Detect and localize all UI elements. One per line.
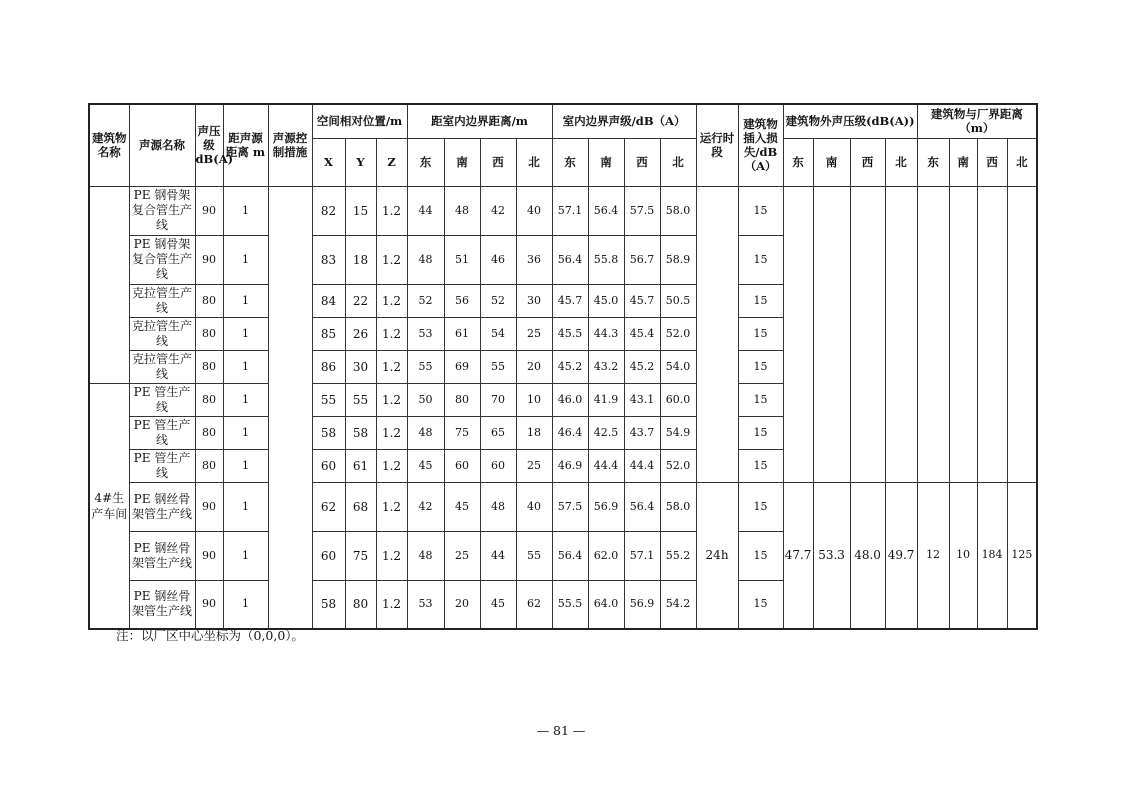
value-cell-dw: 52: [480, 284, 516, 317]
value-cell-dw: 70: [480, 383, 516, 416]
header-indoor-distance: 距室内边界距离/m: [407, 104, 552, 138]
value-cell-de: 50: [407, 383, 444, 416]
source-name-cell: 克拉管生产线: [129, 350, 195, 383]
value-cell-ls: 56.9: [588, 482, 624, 531]
header-insertion: 建筑物插入损失/dB（A）: [738, 104, 783, 186]
value-cell-y: 80: [345, 580, 376, 629]
header-boundary-north: 北: [1007, 138, 1037, 186]
value-cell-y: 68: [345, 482, 376, 531]
value-cell-lw: 45.7: [624, 284, 660, 317]
source-name-cell: 克拉管生产线: [129, 317, 195, 350]
value-cell-dn: 20: [516, 350, 552, 383]
distance-cell: 1: [223, 531, 268, 580]
distance-cell: 1: [223, 383, 268, 416]
value-cell-lw: 57.5: [624, 186, 660, 235]
insertion-loss-cell: 15: [738, 580, 783, 629]
boundary-distance-north: 125: [1007, 482, 1037, 629]
value-cell-z: 1.2: [376, 580, 407, 629]
sound-level-cell: 90: [195, 580, 223, 629]
value-cell-z: 1.2: [376, 531, 407, 580]
source-name-cell: PE 钢骨架复合管生产线: [129, 235, 195, 284]
building-name-cell: 4#生产车间: [89, 383, 129, 629]
value-cell-z: 1.2: [376, 186, 407, 235]
outdoor-empty-north: [885, 186, 917, 482]
value-cell-lw: 43.1: [624, 383, 660, 416]
value-cell-z: 1.2: [376, 235, 407, 284]
value-cell-dn: 55: [516, 531, 552, 580]
value-cell-z: 1.2: [376, 383, 407, 416]
value-cell-ln: 58.9: [660, 235, 696, 284]
header-building: 建筑物名称: [89, 104, 129, 186]
value-cell-ds: 75: [444, 416, 480, 449]
value-cell-le: 57.5: [552, 482, 588, 531]
value-cell-x: 83: [312, 235, 345, 284]
sound-level-cell: 80: [195, 284, 223, 317]
period-cell-empty: [696, 186, 738, 482]
insertion-loss-cell: 15: [738, 186, 783, 235]
header-level-south: 南: [588, 138, 624, 186]
header-y: Y: [345, 138, 376, 186]
value-cell-y: 61: [345, 449, 376, 482]
insertion-loss-cell: 15: [738, 383, 783, 416]
header-dist-west: 西: [480, 138, 516, 186]
value-cell-lw: 56.4: [624, 482, 660, 531]
outdoor-level-west: 48.0: [850, 482, 885, 629]
header-control: 声源控制措施: [268, 104, 312, 186]
header-level-east: 东: [552, 138, 588, 186]
value-cell-ds: 61: [444, 317, 480, 350]
source-name-cell: PE 钢丝骨架管生产线: [129, 580, 195, 629]
value-cell-dn: 40: [516, 482, 552, 531]
value-cell-dw: 65: [480, 416, 516, 449]
value-cell-ln: 58.0: [660, 482, 696, 531]
boundary-distance-south: 10: [949, 482, 977, 629]
value-cell-y: 26: [345, 317, 376, 350]
value-cell-ds: 69: [444, 350, 480, 383]
value-cell-z: 1.2: [376, 482, 407, 531]
insertion-loss-cell: 15: [738, 317, 783, 350]
value-cell-ds: 60: [444, 449, 480, 482]
value-cell-ls: 42.5: [588, 416, 624, 449]
source-name-cell: 克拉管生产线: [129, 284, 195, 317]
outdoor-empty-east: [783, 186, 813, 482]
source-name-cell: PE 管生产线: [129, 449, 195, 482]
value-cell-le: 45.5: [552, 317, 588, 350]
value-cell-ls: 62.0: [588, 531, 624, 580]
value-cell-ls: 43.2: [588, 350, 624, 383]
value-cell-y: 58: [345, 416, 376, 449]
value-cell-x: 58: [312, 416, 345, 449]
header-position: 空间相对位置/m: [312, 104, 407, 138]
value-cell-ds: 20: [444, 580, 480, 629]
value-cell-ln: 54.9: [660, 416, 696, 449]
value-cell-ls: 45.0: [588, 284, 624, 317]
source-name-cell: PE 管生产线: [129, 416, 195, 449]
value-cell-z: 1.2: [376, 449, 407, 482]
value-cell-dn: 25: [516, 449, 552, 482]
value-cell-dn: 18: [516, 416, 552, 449]
distance-cell: 1: [223, 449, 268, 482]
value-cell-y: 75: [345, 531, 376, 580]
value-cell-ln: 58.0: [660, 186, 696, 235]
outdoor-empty-west: [850, 186, 885, 482]
source-name-cell: PE 管生产线: [129, 383, 195, 416]
source-name-cell: PE 钢骨架复合管生产线: [129, 186, 195, 235]
value-cell-le: 46.9: [552, 449, 588, 482]
header-outdoor-east: 东: [783, 138, 813, 186]
value-cell-ls: 44.4: [588, 449, 624, 482]
value-cell-ds: 51: [444, 235, 480, 284]
table-row: [89, 482, 1037, 531]
distance-cell: 1: [223, 482, 268, 531]
value-cell-ds: 56: [444, 284, 480, 317]
sound-level-cell: 80: [195, 350, 223, 383]
distance-cell: 1: [223, 317, 268, 350]
header-boundary-south: 南: [949, 138, 977, 186]
value-cell-le: 55.5: [552, 580, 588, 629]
value-cell-y: 22: [345, 284, 376, 317]
outdoor-empty-south: [813, 186, 850, 482]
value-cell-de: 44: [407, 186, 444, 235]
table-row: [89, 186, 1037, 235]
boundary-distance-west: 184: [977, 482, 1007, 629]
value-cell-x: 55: [312, 383, 345, 416]
header-boundary-east: 东: [917, 138, 949, 186]
value-cell-z: 1.2: [376, 317, 407, 350]
table-body: [89, 186, 1037, 629]
insertion-loss-cell: 15: [738, 449, 783, 482]
sound-level-cell: 80: [195, 383, 223, 416]
value-cell-dw: 46: [480, 235, 516, 284]
value-cell-ds: 45: [444, 482, 480, 531]
distance-cell: 1: [223, 416, 268, 449]
value-cell-ls: 56.4: [588, 186, 624, 235]
value-cell-x: 60: [312, 531, 345, 580]
value-cell-dn: 30: [516, 284, 552, 317]
value-cell-y: 55: [345, 383, 376, 416]
header-level: 声压级dB(A): [195, 104, 223, 186]
value-cell-de: 42: [407, 482, 444, 531]
value-cell-dw: 45: [480, 580, 516, 629]
value-cell-dn: 40: [516, 186, 552, 235]
value-cell-ln: 60.0: [660, 383, 696, 416]
value-cell-dw: 60: [480, 449, 516, 482]
distance-cell: 1: [223, 284, 268, 317]
footnote: 注：以厂区中心坐标为（0,0,0）。: [116, 628, 305, 643]
value-cell-ds: 48: [444, 186, 480, 235]
header-outdoor-west: 西: [850, 138, 885, 186]
distance-cell: 1: [223, 350, 268, 383]
value-cell-y: 15: [345, 186, 376, 235]
distance-cell: 1: [223, 235, 268, 284]
source-name-cell: PE 钢丝骨架管生产线: [129, 531, 195, 580]
value-cell-x: 60: [312, 449, 345, 482]
value-cell-x: 62: [312, 482, 345, 531]
header-period: 运行时段: [696, 104, 738, 186]
header-outdoor-south: 南: [813, 138, 850, 186]
sound-level-cell: 80: [195, 449, 223, 482]
value-cell-dw: 42: [480, 186, 516, 235]
value-cell-x: 86: [312, 350, 345, 383]
value-cell-ln: 54.2: [660, 580, 696, 629]
value-cell-de: 48: [407, 531, 444, 580]
value-cell-dw: 48: [480, 482, 516, 531]
value-cell-dw: 55: [480, 350, 516, 383]
value-cell-lw: 45.4: [624, 317, 660, 350]
value-cell-ln: 55.2: [660, 531, 696, 580]
value-cell-dw: 54: [480, 317, 516, 350]
sound-level-cell: 80: [195, 416, 223, 449]
value-cell-de: 48: [407, 416, 444, 449]
header-distance: 距声源距离 m: [223, 104, 268, 186]
noise-source-table: [88, 103, 1038, 630]
value-cell-z: 1.2: [376, 284, 407, 317]
header-level-west: 西: [624, 138, 660, 186]
value-cell-x: 58: [312, 580, 345, 629]
header-outdoor-level: 建筑物外声压级(dB(A)): [783, 104, 917, 138]
value-cell-ds: 25: [444, 531, 480, 580]
value-cell-z: 1.2: [376, 416, 407, 449]
value-cell-le: 45.2: [552, 350, 588, 383]
value-cell-le: 46.4: [552, 416, 588, 449]
header-indoor-level: 室内边界声级/dB（A）: [552, 104, 696, 138]
distance-cell: 1: [223, 580, 268, 629]
value-cell-le: 45.7: [552, 284, 588, 317]
boundary-empty-west: [977, 186, 1007, 482]
header-dist-north: 北: [516, 138, 552, 186]
value-cell-le: 56.4: [552, 235, 588, 284]
value-cell-ls: 55.8: [588, 235, 624, 284]
value-cell-de: 55: [407, 350, 444, 383]
control-measure-cell: [268, 186, 312, 629]
value-cell-dn: 10: [516, 383, 552, 416]
value-cell-lw: 45.2: [624, 350, 660, 383]
insertion-loss-cell: 15: [738, 531, 783, 580]
value-cell-le: 57.1: [552, 186, 588, 235]
value-cell-de: 48: [407, 235, 444, 284]
header-x: X: [312, 138, 345, 186]
insertion-loss-cell: 15: [738, 350, 783, 383]
value-cell-ls: 64.0: [588, 580, 624, 629]
value-cell-ds: 80: [444, 383, 480, 416]
distance-cell: 1: [223, 186, 268, 235]
value-cell-dn: 36: [516, 235, 552, 284]
outdoor-level-east: 47.7: [783, 482, 813, 629]
insertion-loss-cell: 15: [738, 235, 783, 284]
header-z: Z: [376, 138, 407, 186]
outdoor-level-south: 53.3: [813, 482, 850, 629]
insertion-loss-cell: 15: [738, 416, 783, 449]
value-cell-lw: 56.9: [624, 580, 660, 629]
value-cell-x: 82: [312, 186, 345, 235]
sound-level-cell: 90: [195, 482, 223, 531]
header-boundary-west: 西: [977, 138, 1007, 186]
header-dist-south: 南: [444, 138, 480, 186]
header-source: 声源名称: [129, 104, 195, 186]
period-cell: 24h: [696, 482, 738, 629]
value-cell-le: 56.4: [552, 531, 588, 580]
sound-level-cell: 90: [195, 531, 223, 580]
value-cell-le: 46.0: [552, 383, 588, 416]
value-cell-ln: 52.0: [660, 449, 696, 482]
value-cell-de: 52: [407, 284, 444, 317]
boundary-distance-east: 12: [917, 482, 949, 629]
source-name-cell: PE 钢丝骨架管生产线: [129, 482, 195, 531]
header-level-north: 北: [660, 138, 696, 186]
value-cell-lw: 56.7: [624, 235, 660, 284]
outdoor-level-north: 49.7: [885, 482, 917, 629]
building-cell-empty: [89, 186, 129, 383]
value-cell-dn: 62: [516, 580, 552, 629]
page-number: — 81 —: [536, 723, 586, 738]
value-cell-y: 30: [345, 350, 376, 383]
sound-level-cell: 90: [195, 235, 223, 284]
insertion-loss-cell: 15: [738, 482, 783, 531]
value-cell-ln: 52.0: [660, 317, 696, 350]
sound-level-cell: 90: [195, 186, 223, 235]
value-cell-x: 84: [312, 284, 345, 317]
boundary-empty-south: [949, 186, 977, 482]
value-cell-ln: 50.5: [660, 284, 696, 317]
header-outdoor-north: 北: [885, 138, 917, 186]
value-cell-ln: 54.0: [660, 350, 696, 383]
insertion-loss-cell: 15: [738, 284, 783, 317]
value-cell-lw: 43.7: [624, 416, 660, 449]
value-cell-dw: 44: [480, 531, 516, 580]
header-dist-east: 东: [407, 138, 444, 186]
value-cell-lw: 57.1: [624, 531, 660, 580]
boundary-empty-east: [917, 186, 949, 482]
value-cell-lw: 44.4: [624, 449, 660, 482]
value-cell-de: 53: [407, 317, 444, 350]
value-cell-de: 45: [407, 449, 444, 482]
value-cell-ls: 44.3: [588, 317, 624, 350]
value-cell-dn: 25: [516, 317, 552, 350]
header-boundary-distance: 建筑物与厂界距离（m）: [917, 104, 1037, 138]
sound-level-cell: 80: [195, 317, 223, 350]
value-cell-ls: 41.9: [588, 383, 624, 416]
value-cell-de: 53: [407, 580, 444, 629]
boundary-empty-north: [1007, 186, 1037, 482]
value-cell-y: 18: [345, 235, 376, 284]
value-cell-x: 85: [312, 317, 345, 350]
value-cell-z: 1.2: [376, 350, 407, 383]
